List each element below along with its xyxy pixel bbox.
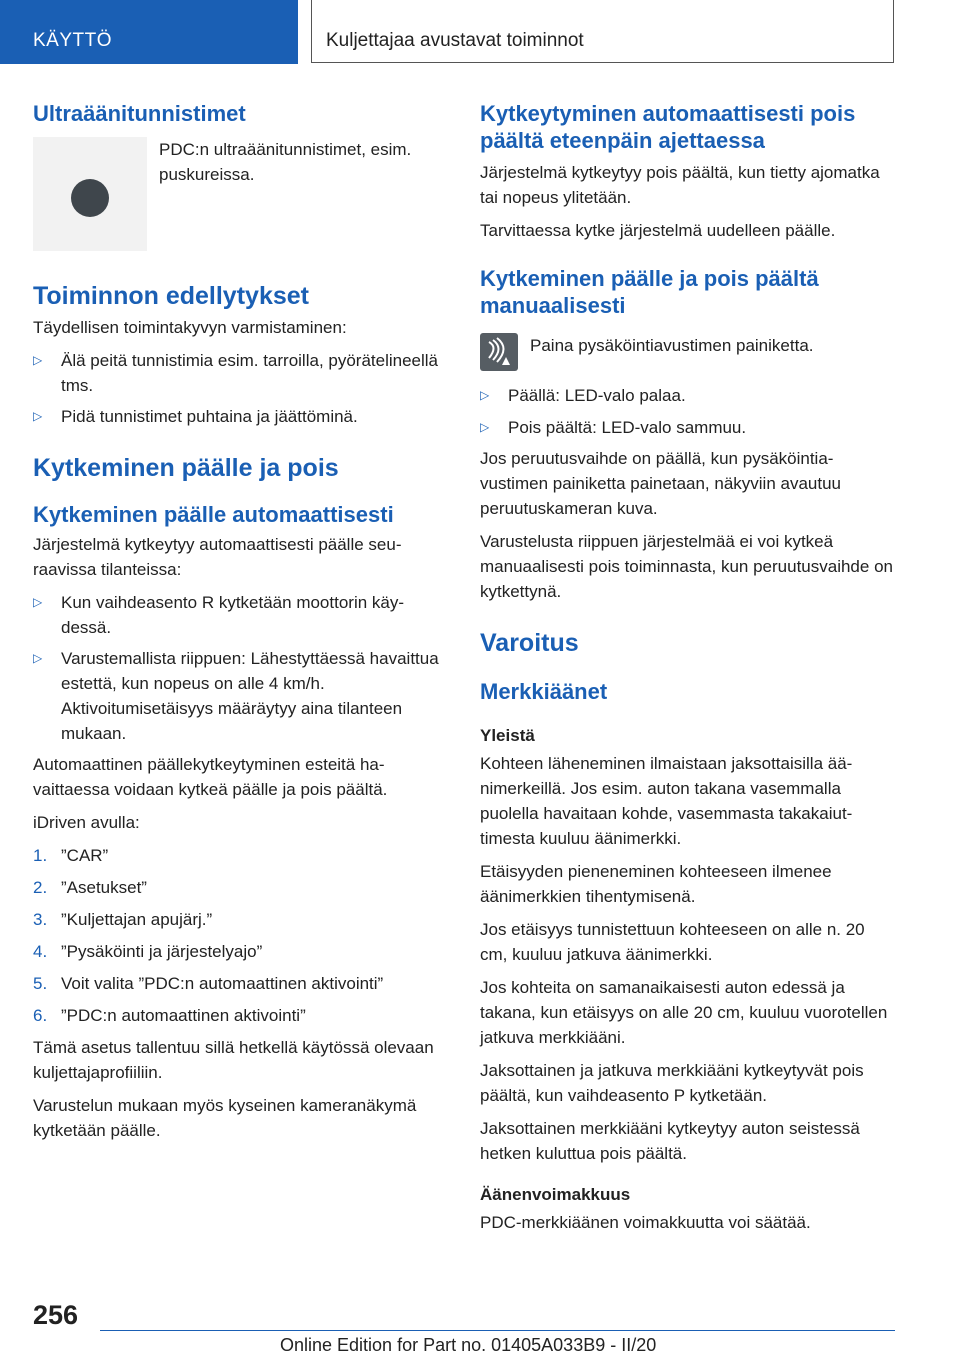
volume-text: PDC-merkkiäänen voimakkuutta voi säätää. <box>480 1213 811 1232</box>
list-item: ▷ Kun vaihdeasento R kytketään moottorin käydessä. <box>33 590 447 640</box>
sensor-text: PDC:n ultraäänitunnistimet, esim. puskureissa. <box>159 140 412 184</box>
section-tab <box>0 0 298 64</box>
general-text-5: Jaksottainen ja jatkuva merkkiääni kytkeytyvät pois päältä, kun vaihdeasento P kytketään. <box>480 1061 864 1105</box>
reverse-text: Jos peruutusvaihde on päällä, kun pysäköintiavustimen painiketta painetaan, näkyviin avautuu peruutuskameran kuva. <box>480 449 842 518</box>
left-column <box>33 100 447 1143</box>
page-number: 256 <box>33 1300 79 1330</box>
triangle-bullet-icon: ▷ <box>480 388 490 402</box>
idrive-steps <box>33 843 447 1028</box>
general-text-6: Jaksottainen merkkiääni kytkeytyy auton seistessä hetken kuluttua pois päältä. <box>480 1119 860 1163</box>
sensor-icon <box>71 179 109 217</box>
step-item: 1. ”CAR” <box>33 846 109 865</box>
sensor-heading: Ultraäänitunnistimet <box>33 101 246 126</box>
idrive-intro: iDriven avulla: <box>33 813 140 832</box>
triangle-bullet-icon: ▷ <box>33 651 43 665</box>
warning-heading: Varoitus <box>480 629 579 657</box>
chapter-tab <box>311 0 894 63</box>
edition-text: Online Edition for Part no. 01405A033B9 - II/20 <box>280 1335 657 1355</box>
triangle-bullet-icon: ▷ <box>33 353 43 367</box>
manual-text: Paina pysäköintiavustimen painiketta. <box>530 336 814 355</box>
parking-assist-button-icon <box>480 333 518 371</box>
onoff-heading: Kytkeminen päälle ja pois <box>33 454 339 482</box>
section-label: KÄYTTÖ <box>33 30 113 51</box>
equip-text: Varustelusta riippuen järjestelmää ei voi kytkeä manuaalisesti pois toiminnasta, kun peruutusvaihde on kytkettynä. <box>480 532 893 601</box>
triangle-bullet-icon: ▷ <box>33 595 43 609</box>
step-item: 6. ”PDC:n automaattinen aktivointi” <box>33 1006 306 1025</box>
step-item: 4. ”Pysäköinti ja järjestelyajo” <box>33 942 263 961</box>
prereq-heading: Toiminnon edellytykset <box>33 282 309 310</box>
general-text-3: Jos etäisyys tunnistettuun kohteeseen on alle n. 20 cm, kuuluu jatkuva äänimerkki. <box>480 920 865 964</box>
camera-text: Varustelun mukaan myös kyseinen kameranäkymä kytketään päälle. <box>33 1096 417 1140</box>
list-item: ▷ Pois päältä: LED-valo sammuu. <box>480 415 894 440</box>
step-item: 3. ”Kuljettajan apujärj.” <box>33 910 213 929</box>
triangle-bullet-icon: ▷ <box>480 420 490 434</box>
auto-off-heading: Kytkeytyminen automaattisesti pois päältä eteenpäin ajettaessa <box>480 101 856 153</box>
general-heading: Yleistä <box>480 726 535 745</box>
auto-intro: Järjestelmä kytkeytyy automaattisesti päälle seuraavissa tilanteissa: <box>33 535 402 579</box>
step-item: 2. ”Asetukset” <box>33 878 147 897</box>
list-item: ▷ Varustemallista riippuen: Lähestyttäessä havaittua estettä, kun nopeus on alle 4 km/h. Aktivoitumisetäisyys määräytyy aina tilanteen mukaan. <box>33 646 447 746</box>
list-item: ▷ Älä peitä tunnistimia esim. tarroilla, pyörätelineellä tms. <box>33 348 447 398</box>
step-item: 5. Voit valita ”PDC:n automaattinen aktivointi” <box>33 974 384 993</box>
footer-divider <box>100 1330 895 1331</box>
auto-off-text-2: Tarvittaessa kytke järjestelmä uudelleen päälle. <box>480 221 836 240</box>
ultrasonic-sensor-image <box>33 137 147 251</box>
general-text-4: Jos kohteita on samanaikaisesti auton edessä ja takana, kun etäisyys on alle 20 cm, kuuluu vuorotellen jatkuva merkkiääni. <box>480 978 888 1047</box>
general-text-2: Etäisyyden pieneneminen kohteeseen ilmenee äänimerkkien tihentymisenä. <box>480 862 832 906</box>
beep-heading: Merkkiäänet <box>480 679 608 704</box>
auto-off-text: Järjestelmä kytkeytyy pois päältä, kun tietty ajomatka tai nopeus ylitetään. <box>480 163 880 207</box>
right-column <box>480 100 894 1235</box>
chapter-label: Kuljettajaa avustavat toiminnot <box>326 30 584 51</box>
auto-on-heading: Kytkeminen päälle automaattisesti <box>33 502 394 527</box>
auto-text: Automaattinen päällekytkeytyminen esteitä havaittaessa voidaan kytkeä päälle ja pois päältä. <box>33 755 388 799</box>
profile-text: Tämä asetus tallentuu sillä hetkellä käytössä olevaan kuljettajaprofiiliin. <box>33 1038 434 1082</box>
list-item: ▷ Pidä tunnistimet puhtaina ja jäättöminä. <box>33 404 447 429</box>
list-item: ▷ Päällä: LED-valo palaa. <box>480 383 894 408</box>
volume-heading: Äänenvoimakkuus <box>480 1185 631 1204</box>
general-text-1: Kohteen läheneminen ilmaistaan jaksottaisilla äänimerkeillä. Jos esim. auton takana vasemmalla puolella havaitaan kohde, vasemmasta takakaiuttimesta kuuluu äänimerkki. <box>480 754 853 848</box>
prereq-intro: Täydellisen toimintakyvyn varmistaminen: <box>33 318 347 337</box>
triangle-bullet-icon: ▷ <box>33 409 43 423</box>
manual-heading: Kytkeminen päälle ja pois päältä manuaalisesti <box>480 266 819 318</box>
